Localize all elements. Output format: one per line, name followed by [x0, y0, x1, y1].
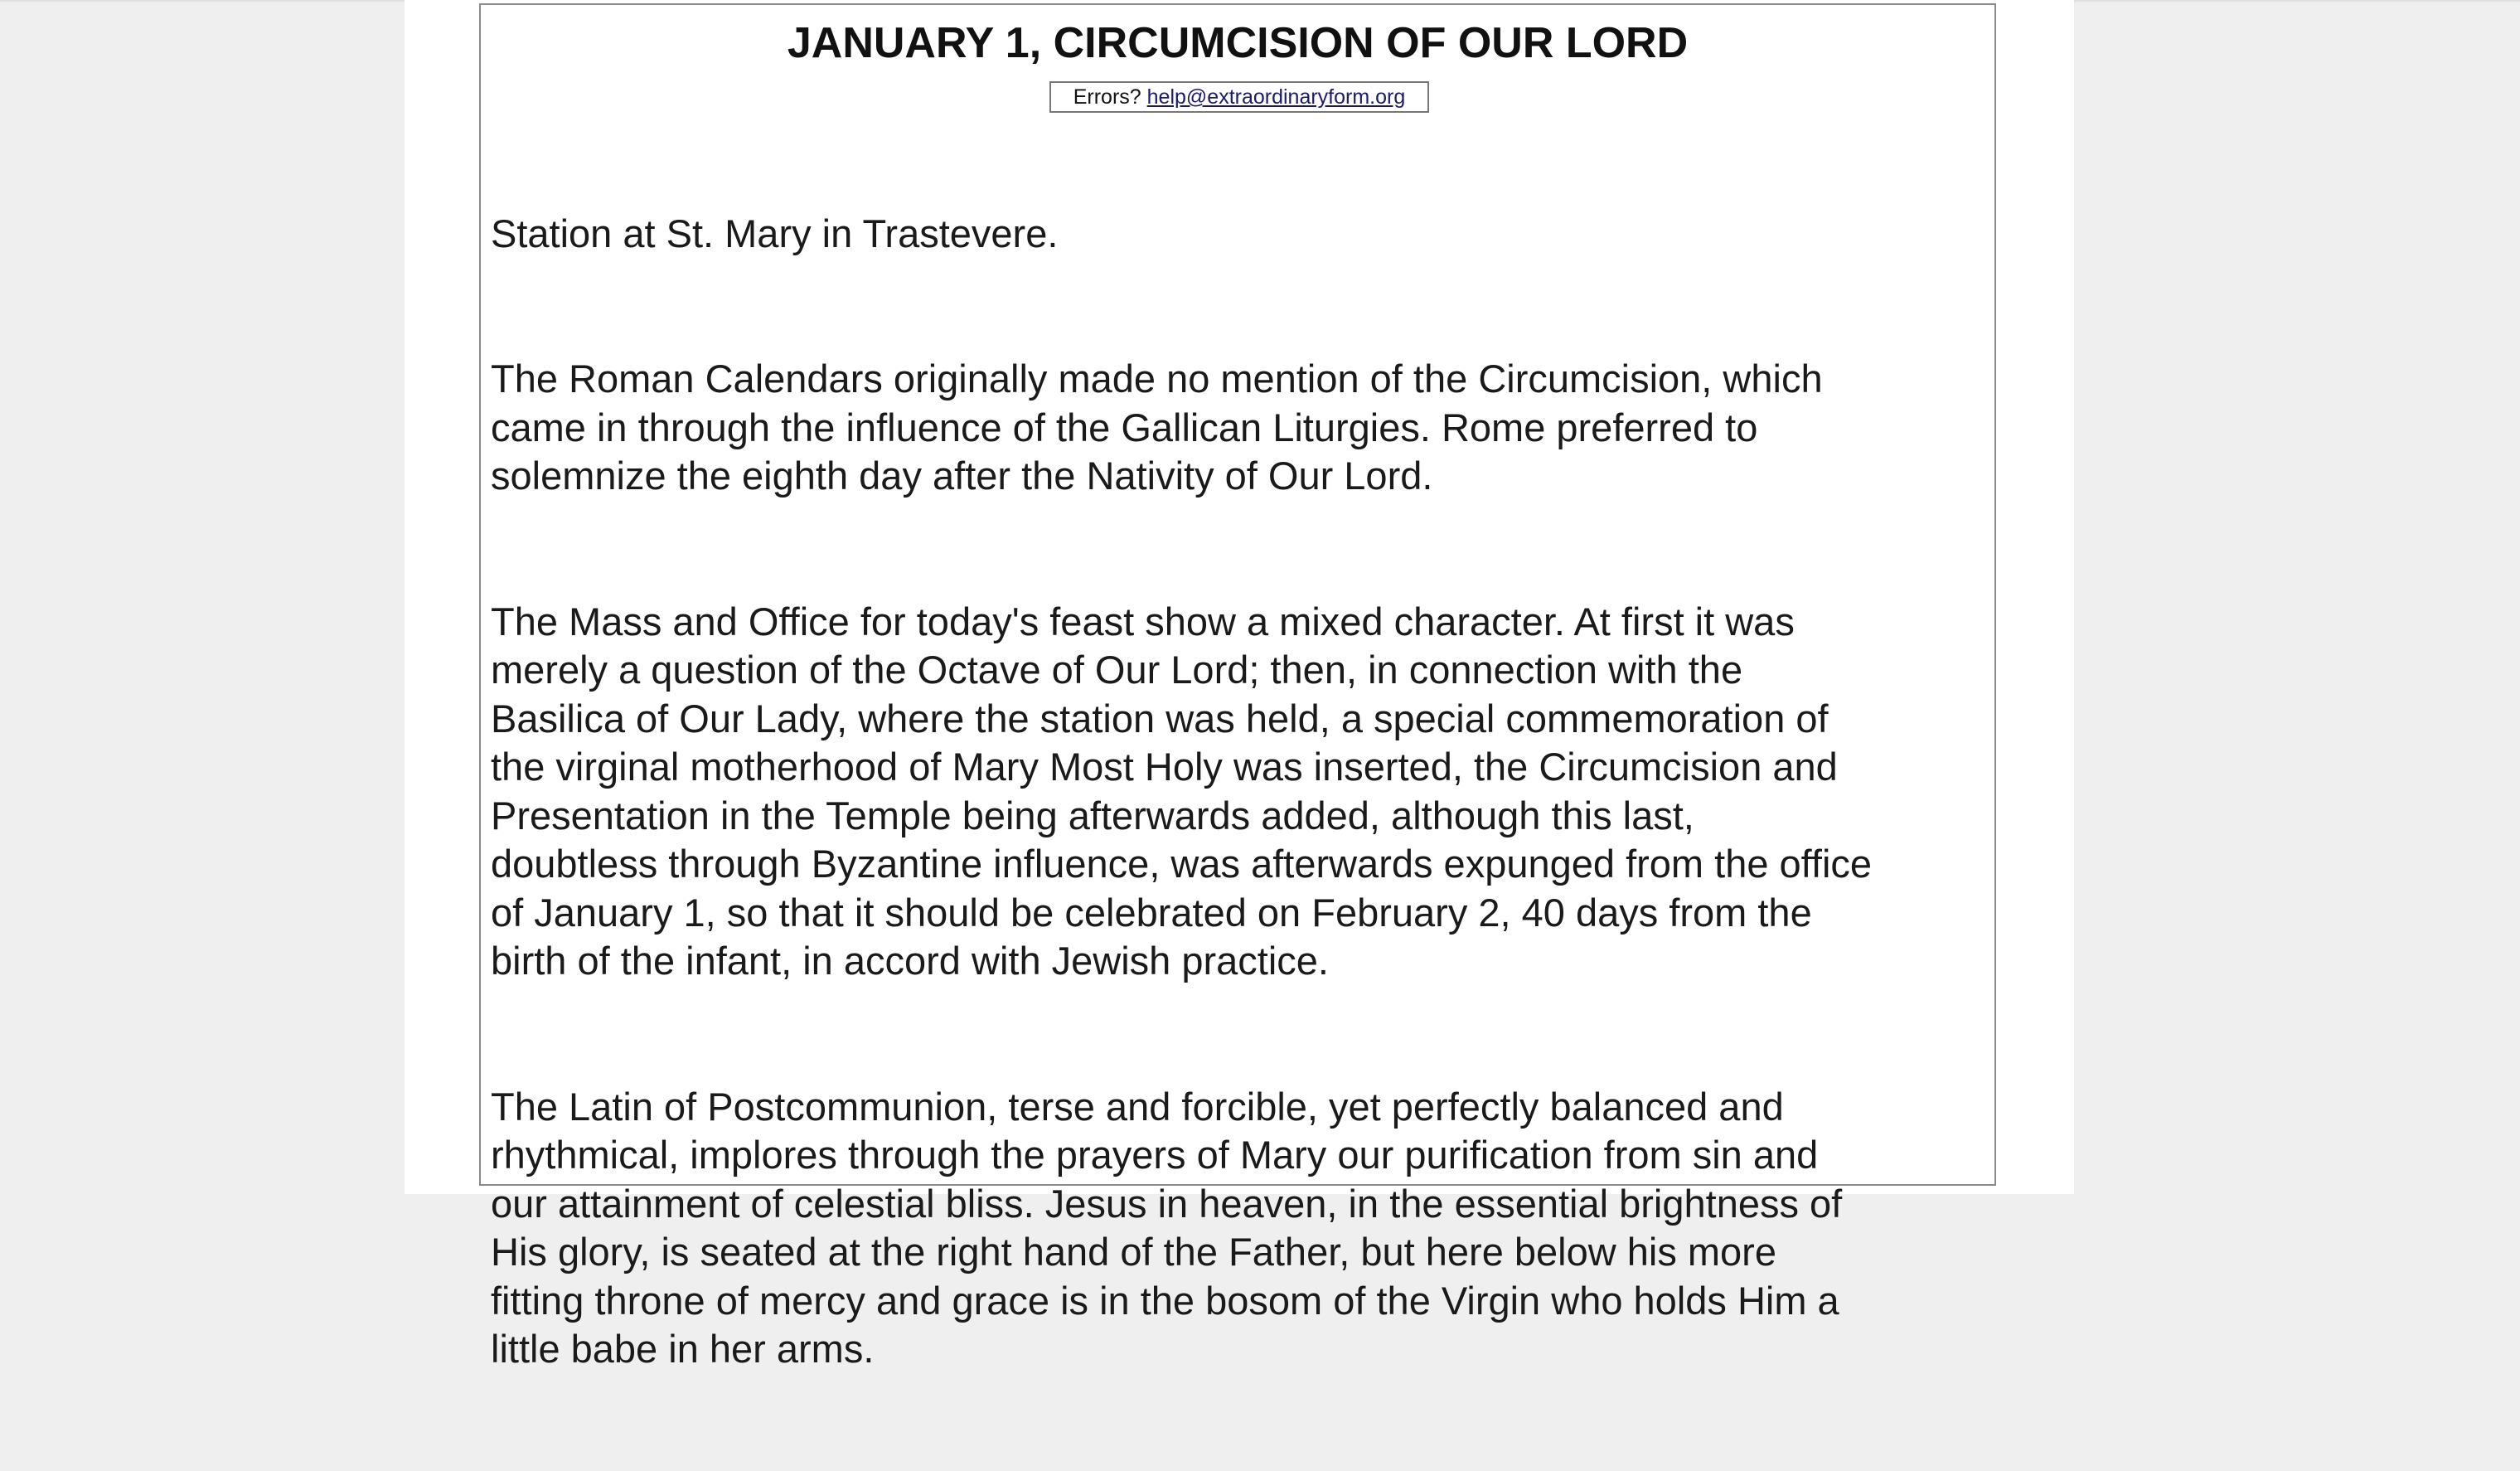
content-frame: [479, 3, 1996, 1371]
paragraph-station: Station at St. Mary in Trastevere.: [491, 211, 1059, 255]
errors-label: Errors?: [1073, 85, 1147, 109]
errors-email-link[interactable]: help@extraordinaryform.org: [1146, 85, 1406, 109]
paragraph-postcommunion: The Latin of Postcommunion, terse and forcible, yet perfectly balanced and rhythmical, implores through the prayers of Mary our purification from sin and our attainment of celestial bliss. Jesus in heaven, in the essential brightness of His glory, is seated at the right hand of the Father, but here below his more fitting throne of mercy and grace is in the bosom of the Virgin who holds Him a little babe in her arms.: [491, 1084, 1843, 1371]
errors-contact-box: [1049, 81, 1429, 113]
body-text: [491, 161, 1991, 1471]
paragraph-mass-and-office: The Mass and Office for today's feast show a mixed character. At first it was merely a question of the Octave of Our Lord; then, in connection with the Basilica of Our Lady, where the station was held, a special commemoration of the virginal motherhood of Mary Most Holy was inserted, the Circumcision and Presentation in the Temple being afterwards added, although this last, doubtless through Byzantine influence, was afterwards expunged from the office of January 1, so that it should be celebrated on February 2, 40 days from the birth of the infant, in accord with Jewish practice.: [491, 599, 1873, 983]
paragraph-roman-calendars: The Roman Calendars originally made no mention of the Circumcision, which came in through the influence of the Gallican Liturgies. Rome preferred to solemnize the eighth day after the Nativity of Our Lord.: [491, 357, 1823, 498]
page-title: JANUARY 1, CIRCUMCISION OF OUR LORD: [787, 19, 1689, 67]
